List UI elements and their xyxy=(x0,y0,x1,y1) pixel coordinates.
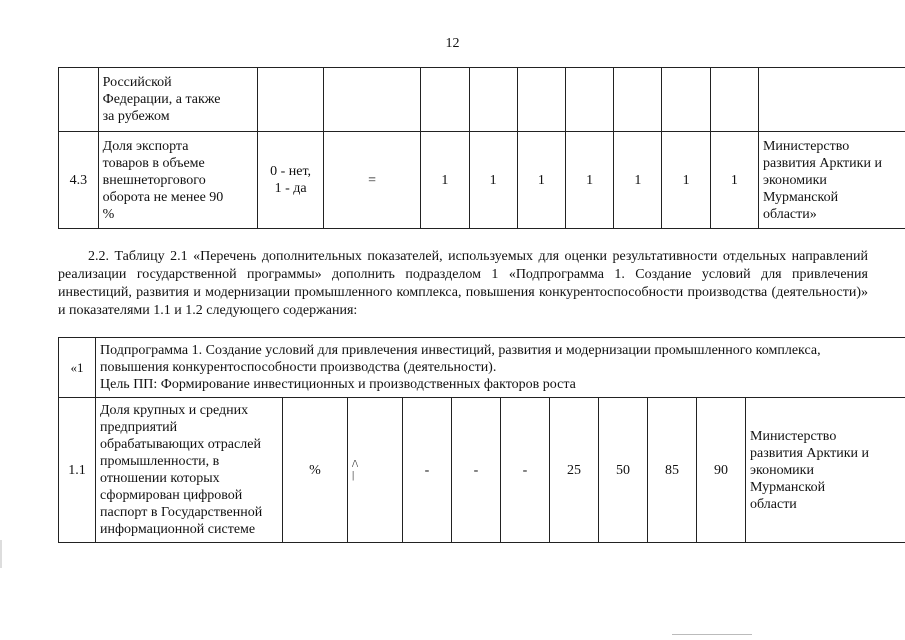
text-line: % xyxy=(102,206,115,222)
table-row xyxy=(59,132,905,229)
trend-cell: /\ | xyxy=(348,398,403,543)
trend-cell: = xyxy=(323,132,421,229)
subprogram-header-cell xyxy=(96,338,905,398)
value-cell: - xyxy=(452,398,501,543)
value-cell: 1 xyxy=(710,132,758,229)
text-line: 0 - нет, xyxy=(270,164,312,179)
additional-indicators-table xyxy=(58,337,905,543)
responsible-cell xyxy=(758,68,905,132)
value-cell xyxy=(662,68,710,132)
value-cell xyxy=(710,68,758,132)
row-number-cell xyxy=(59,68,99,132)
unit-cell: % xyxy=(283,398,348,543)
value-cell: 25 xyxy=(550,398,599,543)
row-number-cell: 4.3 xyxy=(59,132,99,229)
text-line: предприятий xyxy=(100,420,178,435)
value-cell: 1 xyxy=(614,132,662,229)
value-cell: 1 xyxy=(469,132,517,229)
text-line: повышения конкурентоспособности производства (деятельности). xyxy=(100,360,497,375)
value-cell xyxy=(469,68,517,132)
value-cell: 90 xyxy=(697,398,746,543)
text-line: экономики xyxy=(762,172,827,188)
text-line: области xyxy=(750,496,797,512)
text-line: паспорт в Государственной xyxy=(100,505,263,520)
section-number: «1 xyxy=(70,359,84,375)
value-cell: 1 xyxy=(421,132,469,229)
text-line: 1 - да xyxy=(274,181,307,196)
value-cell: 50 xyxy=(599,398,648,543)
text-line: за рубежом xyxy=(102,109,170,124)
responsible-cell xyxy=(746,398,905,543)
text-line: развития Арктики и xyxy=(762,155,882,171)
value-cell xyxy=(421,68,469,132)
section-number-cell xyxy=(59,338,96,398)
text-line: Цель ПП: Формирование инвестиционных и производственных факторов роста xyxy=(100,377,576,392)
text-line: Доля крупных и средних xyxy=(100,403,249,418)
indicator-name-cell xyxy=(96,398,283,543)
text-line: развития Арктики и xyxy=(750,445,870,461)
text-line: сформирован цифровой xyxy=(100,488,243,503)
unit-cell xyxy=(258,68,323,132)
table-row xyxy=(59,338,905,398)
text-line: Мурманской xyxy=(762,189,839,205)
text-line: обрабатывающих отраслей xyxy=(100,437,261,452)
text-line: Министерство xyxy=(750,428,837,444)
row-number-cell: 1.1 xyxy=(59,398,96,543)
text-line: Министерство xyxy=(762,138,850,154)
text-line: информационной системе xyxy=(100,522,256,537)
value-cell: 1 xyxy=(517,132,565,229)
responsible-cell xyxy=(758,132,905,229)
value-cell xyxy=(517,68,565,132)
text-line: внешнеторгового xyxy=(102,172,206,188)
value-cell xyxy=(566,68,614,132)
value-cell xyxy=(614,68,662,132)
indicators-table-continued xyxy=(58,67,905,229)
trend-cell xyxy=(323,68,421,132)
text-line: Федерации, а также xyxy=(102,92,221,107)
indicator-name-cell xyxy=(98,68,258,132)
text-line: Доля экспорта xyxy=(102,138,189,154)
text-line: промышленности, в xyxy=(100,454,220,469)
value-cell: 1 xyxy=(662,132,710,229)
table-row xyxy=(59,398,905,543)
text-line: товаров в объеме xyxy=(102,155,205,171)
value-cell: 85 xyxy=(648,398,697,543)
text-line: экономики xyxy=(750,462,814,478)
value-cell: - xyxy=(501,398,550,543)
text-line: Мурманской xyxy=(750,479,826,495)
text-line: Российской xyxy=(102,75,172,90)
scan-artifact xyxy=(672,634,752,635)
unit-cell xyxy=(258,132,323,229)
page-number: 12 xyxy=(445,36,460,51)
body-paragraph: 2.2. Таблицу 2.1 «Перечень дополнительных показателей, используемых для оценки результативности отдельных направлений реализации государственной программы» дополнить подразделом 1 «Подпрограмма 1. Создание условий для привлечения инвестиций, развития и модернизации промышленного комплекса, повышения конкурентоспособности производства (деятельности)» и показателями 1.1 и 1.2 следующего содержания: xyxy=(58,249,868,318)
scan-artifact xyxy=(0,540,2,568)
text-line: Подпрограмма 1. Создание условий для привлечения инвестиций, развития и модернизации промышленного комплекса, xyxy=(100,343,821,358)
value-cell: - xyxy=(403,398,452,543)
text-line: области» xyxy=(762,206,817,222)
value-cell: 1 xyxy=(566,132,614,229)
indicator-name-cell xyxy=(98,132,258,229)
table-row xyxy=(59,68,905,132)
text-line: оборота не менее 90 xyxy=(102,189,224,205)
text-line: отношении которых xyxy=(100,471,220,486)
